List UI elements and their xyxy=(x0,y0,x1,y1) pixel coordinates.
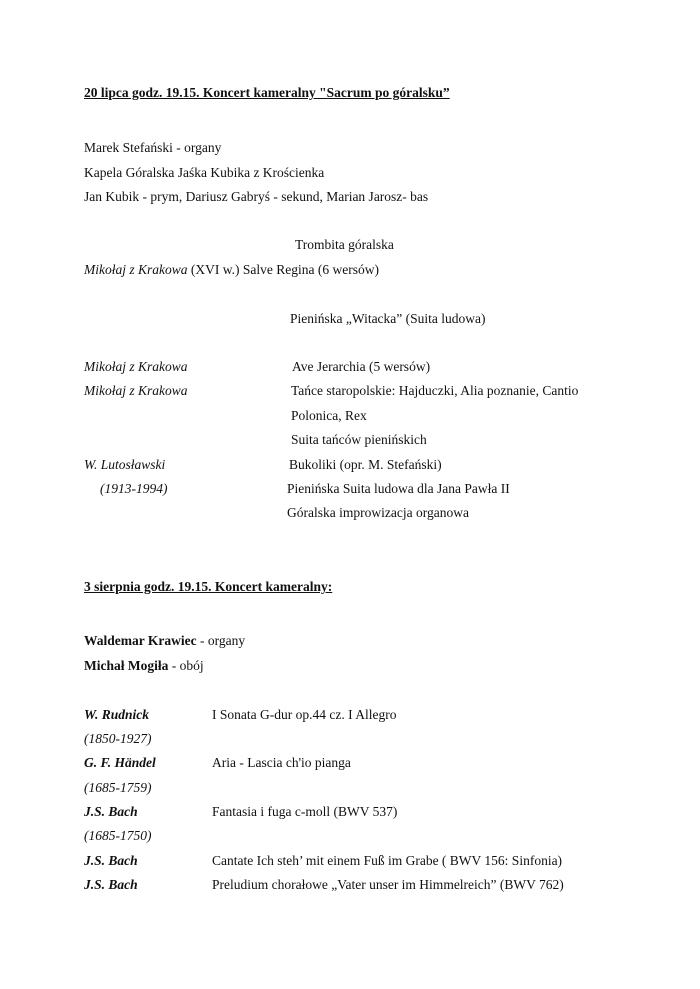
composer: G. F. Händel xyxy=(84,755,156,770)
work: Bukoliki (opr. M. Stefański) xyxy=(289,457,442,472)
work: Cantate Ich steh’ mit einem Fuß im Grabe ( BWV 156: Sinfonia) xyxy=(212,853,563,868)
work: Suita tańców pienińskich xyxy=(291,432,427,447)
composer: W. Lutosławski xyxy=(84,457,166,472)
performer-name: Michał Mogiła xyxy=(84,658,169,673)
work: Fantasia i fuga c-moll (BWV 537) xyxy=(212,804,398,819)
composer: J.S. Bach xyxy=(84,877,138,892)
composer-dates: (1685-1759) xyxy=(84,780,152,795)
concert1-heading: 20 lipca godz. 19.15. Koncert kameralny "Sacrum po góralsku” xyxy=(84,85,450,100)
work: Tańce staropolskie: Hajduczki, Alia poznanie, Cantio xyxy=(291,383,579,398)
composer: J.S. Bach xyxy=(84,804,138,819)
performer-line: Kapela Góralska Jaśka Kubika z Krościenka xyxy=(84,165,325,180)
concert2-heading: 3 sierpnia godz. 19.15. Koncert kameralny: xyxy=(84,579,333,594)
composer: Mikołaj z Krakowa xyxy=(84,262,188,277)
performer-role: - obój xyxy=(168,658,204,673)
witacka-line: Pienińska „Witacka” (Suita ludowa) xyxy=(290,311,486,326)
work: Aria - Lascia ch'io pianga xyxy=(212,755,351,770)
composer-dates: (1913-1994) xyxy=(100,481,168,496)
performer-name: Waldemar Krawiec xyxy=(84,633,197,648)
work: (XVI w.) Salve Regina (6 wersów) xyxy=(187,262,379,277)
trombita-line: Trombita góralska xyxy=(295,237,394,252)
work: Pienińska Suita ludowa dla Jana Pawła II xyxy=(287,481,510,496)
composer: Mikołaj z Krakowa xyxy=(84,359,188,374)
composer: W. Rudnick xyxy=(84,707,150,722)
performer-line xyxy=(84,658,204,674)
work: Preludium chorałowe „Vater unser im Himmelreich” (BWV 762) xyxy=(212,877,564,892)
composer: J.S. Bach xyxy=(84,853,138,868)
work: Ave Jerarchia (5 wersów) xyxy=(292,359,431,374)
composer-dates: (1850-1927) xyxy=(84,731,152,746)
performer-line: Jan Kubik - prym, Dariusz Gabryś - sekund, Marian Jarosz- bas xyxy=(84,189,429,204)
performer-line: Marek Stefański - organy xyxy=(84,140,222,155)
performer-role: - organy xyxy=(196,633,246,648)
work: I Sonata G-dur op.44 cz. I Allegro xyxy=(212,707,397,722)
composer: Mikołaj z Krakowa xyxy=(84,383,188,398)
composer-dates: (1685-1750) xyxy=(84,828,152,843)
salve-line xyxy=(84,262,379,278)
performer-line xyxy=(84,633,245,649)
work: Polonica, Rex xyxy=(291,408,367,423)
work: Góralska improwizacja organowa xyxy=(287,505,469,520)
